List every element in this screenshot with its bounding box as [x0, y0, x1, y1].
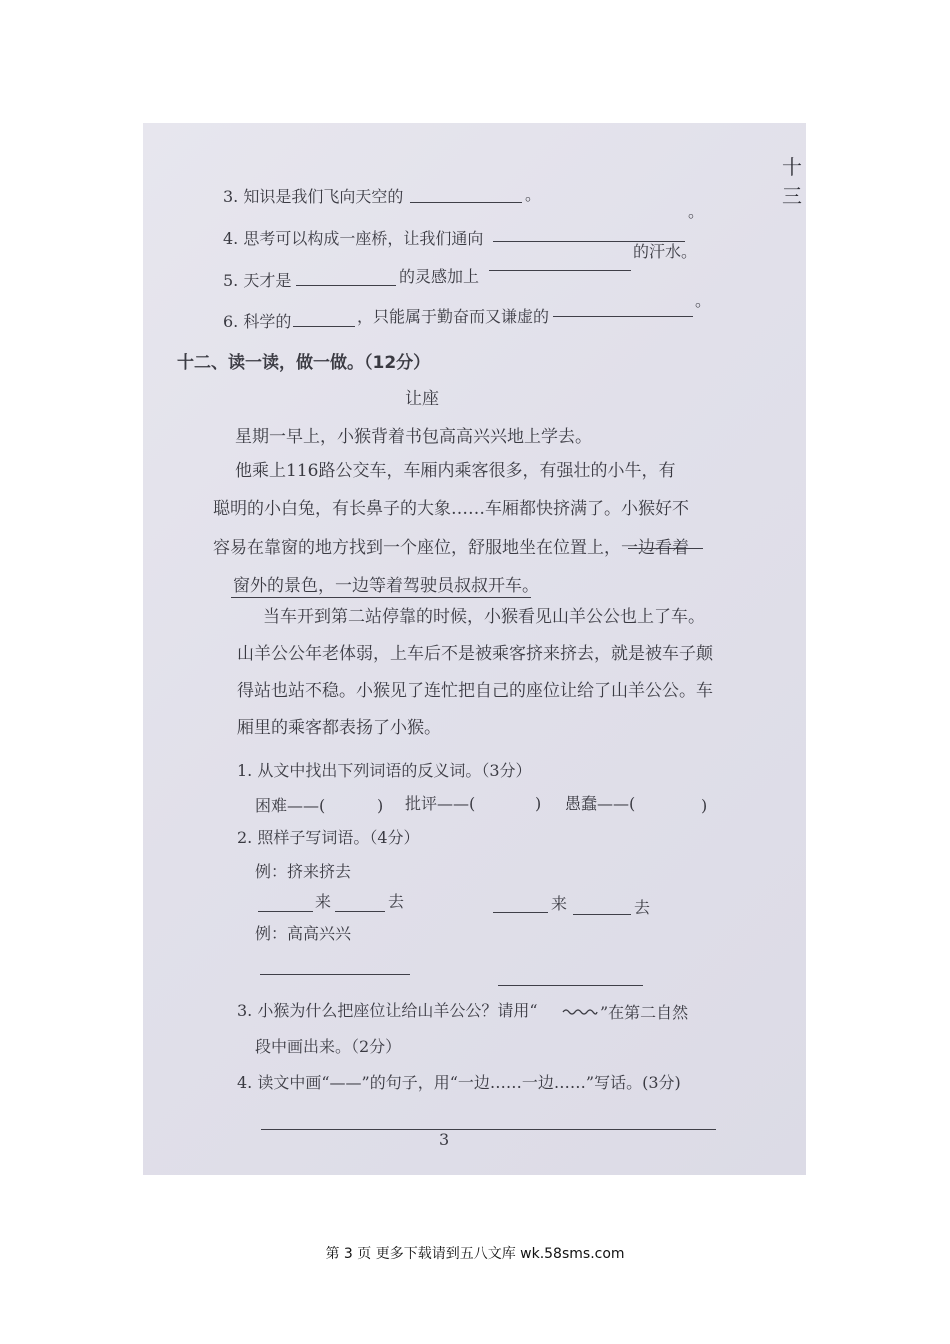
blank-lai-1a[interactable]: [258, 911, 313, 912]
section-heading: 十二、读一读，做一做。（12分）: [177, 353, 431, 373]
question-4-text: 4. 读文中画“——”的句子，用“一边……一边……”写话。(3分): [237, 1073, 681, 1092]
proverb-6-middle: ，只能属于勤奋而又谦虚的: [357, 307, 550, 326]
blank-aabb-2[interactable]: [498, 985, 643, 986]
proverb-5-prefix: 5. 天才是: [223, 271, 292, 290]
question-3-line1b: ”在第二自然: [600, 1003, 689, 1022]
wavy-line-icon: [562, 1007, 598, 1017]
proverb-3-blank[interactable]: [410, 202, 522, 203]
blank-aabb-1[interactable]: [260, 974, 410, 975]
antonym-close-3: ): [701, 796, 708, 815]
proverb-6-prefix: 6. 科学的: [223, 312, 292, 331]
antonym-label-3: 愚蠢——(: [565, 794, 636, 813]
page-footer: 第 3 页 更多下载请到五八文库 wk.58sms.com: [325, 1246, 625, 1262]
cropped-section-number: 十三: [782, 155, 802, 208]
answer-line-q4[interactable]: [261, 1129, 716, 1130]
blank-lai-1b[interactable]: [335, 911, 385, 912]
story-line: 得站也站不稳。小猴见了连忙把自己的座位让给了山羊公公。车: [237, 681, 713, 701]
story-line: 聪明的小白兔，有长鼻子的大象……车厢都快挤满了。小猴好不: [213, 499, 689, 519]
story-line: 容易在靠窗的地方找到一个座位，舒服地坐在位置上，一边看着: [213, 538, 689, 558]
example-1: 例：挤来挤去: [255, 862, 352, 881]
antonym-label-1: 困难——(: [255, 796, 326, 815]
qu-char-2: 去: [634, 898, 651, 917]
proverb-3-suffix: 。: [525, 185, 542, 204]
question-2-text: 2. 照样子写词语。（4分）: [237, 828, 420, 847]
antonym-close-1: ): [377, 796, 384, 815]
underline-sentence-part2: [231, 597, 531, 598]
story-line: 厢里的乘客都表扬了小猴。: [237, 718, 441, 738]
antonym-label-2: 批评——(: [405, 794, 476, 813]
proverb-5-middle: 的灵感加上: [399, 267, 480, 286]
example-2: 例：高高兴兴: [255, 924, 352, 943]
question-3-line1a: 3. 小猴为什么把座位让给山羊公公？请用“: [237, 1001, 538, 1020]
qu-char-1: 去: [388, 892, 405, 911]
lai-char-2: 来: [551, 894, 568, 913]
antonym-close-2: ): [535, 794, 542, 813]
story-line: 他乘上116路公交车，车厢内乘客很多，有强壮的小牛，有: [235, 461, 676, 481]
proverb-6-blank-1[interactable]: [293, 326, 355, 327]
proverb-5-blank-2[interactable]: [489, 270, 631, 271]
blank-lai-2a[interactable]: [493, 912, 548, 913]
page-number: 3: [439, 1130, 450, 1149]
proverb-4-suffix: 。: [688, 202, 705, 221]
story-line-underlined: 窗外的景色，一边等着驾驶员叔叔开车。: [233, 576, 539, 596]
question-3-line2: 段中画出来。（2分）: [255, 1037, 402, 1056]
lai-char-1: 来: [315, 892, 332, 911]
question-1-text: 1. 从文中找出下列词语的反义词。（3分）: [237, 761, 532, 780]
blank-lai-2b[interactable]: [573, 914, 631, 915]
proverb-6-blank-2[interactable]: [553, 316, 693, 317]
proverb-4-prefix: 4. 思考可以构成一座桥，让我们通向: [223, 229, 484, 248]
story-line: 山羊公公年老体弱，上车后不是被乘客挤来挤去，就是被车子颠: [237, 644, 713, 664]
proverb-5-suffix: 的汗水。: [633, 242, 698, 261]
proverb-3-prefix: 3. 知识是我们飞向天空的: [223, 187, 404, 206]
proverb-6-suffix: 。: [695, 291, 712, 310]
story-title: 让座: [405, 389, 439, 409]
scanned-page-photo: [143, 123, 806, 1175]
proverb-5-blank-1[interactable]: [296, 285, 396, 286]
story-line: 当车开到第二站停靠的时候，小猴看见山羊公公也上了车。: [263, 607, 705, 627]
story-line: 星期一早上，小猴背着书包高高兴兴地上学去。: [235, 427, 592, 447]
underline-sentence-part1: [628, 548, 703, 549]
